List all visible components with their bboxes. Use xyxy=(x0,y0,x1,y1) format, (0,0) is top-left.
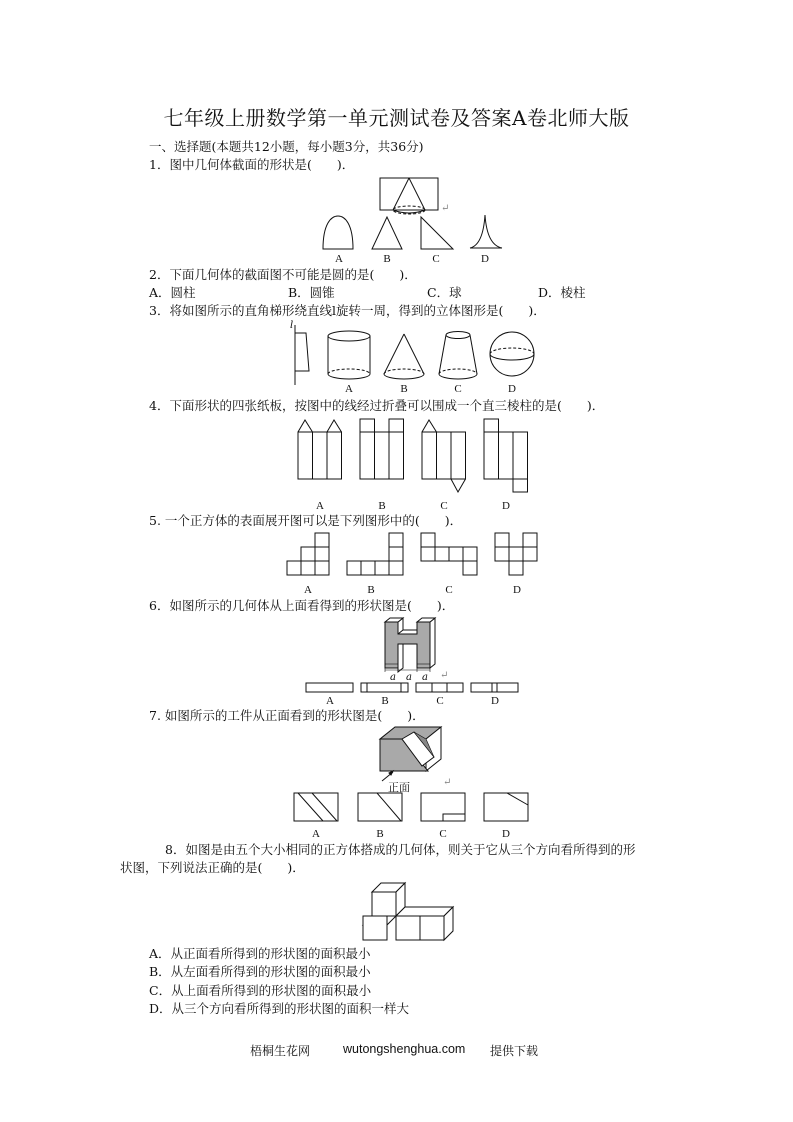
section-heading: 一、选择题(本题共12小题，每小题3分，共36分) xyxy=(149,139,424,154)
question-1-text: 1．图中几何体截面的形状是( )． xyxy=(149,157,355,172)
q7-option-c-view xyxy=(420,792,466,822)
q7-label-b: B xyxy=(376,828,384,840)
q4-label-c: C xyxy=(440,500,448,512)
q6-h-solid-figure xyxy=(383,618,443,676)
q4-option-c-net xyxy=(421,416,467,496)
q4-label-a: A xyxy=(316,500,324,512)
q2-option-a: A．圆柱 xyxy=(149,285,196,300)
q3-option-c-frustum xyxy=(437,330,479,382)
q6-option-c-view xyxy=(415,682,465,694)
question-2-text: 2．下面几何体的截面图不可能是圆的是( )． xyxy=(149,267,417,282)
q7-option-b-view xyxy=(357,792,403,822)
q3-trapezoid-figure xyxy=(292,325,316,387)
q8-option-a: A．从正面看所得到的形状图的面积最小 xyxy=(149,946,371,961)
q1-label-c: C xyxy=(432,253,440,265)
q7-option-d-view xyxy=(483,792,529,822)
q4-label-b: B xyxy=(378,500,386,512)
q7-front-label: 正面 xyxy=(388,781,410,794)
q8-cubes-figure xyxy=(362,878,458,940)
q7-label-a: A xyxy=(312,828,320,840)
question-8-text-line1: 8．如图是由五个大小相同的正方体搭成的几何体，则关于它从三个方向看所得到的形 xyxy=(165,842,636,857)
q6-dim-a2: a xyxy=(406,672,412,683)
q1-option-b-shape xyxy=(370,215,404,250)
question-6-text: 6．如图所示的几何体从上面看得到的形状图是( )． xyxy=(149,598,455,613)
q1-label-d: D xyxy=(481,253,489,265)
return-mark: ↵ xyxy=(440,670,449,681)
question-8-text-line2: 状图，下列说法正确的是( )． xyxy=(120,860,305,875)
q6-label-d: D xyxy=(491,695,499,707)
q5-option-c-net xyxy=(420,532,479,577)
q4-option-d-net xyxy=(483,416,529,496)
q3-option-a-cylinder xyxy=(326,330,372,382)
footer-site-name: 梧桐生花网 xyxy=(250,1044,311,1058)
return-mark: ↵ xyxy=(441,203,450,214)
q3-label-d: D xyxy=(508,383,516,395)
footer-note: 提供下载 xyxy=(490,1044,539,1058)
page-title: 七年级上册数学第一单元测试卷及答案A卷北师大版 xyxy=(163,106,630,130)
q5-option-a-net xyxy=(286,532,331,577)
q6-option-d-view xyxy=(470,682,520,694)
q8-option-b: B．从左面看所得到的形状图的面积最小 xyxy=(149,964,371,979)
question-3-text: 3．将如图所示的直角梯形绕直线l旋转一周，得到的立体图形是( )． xyxy=(149,303,546,318)
q3-option-d-sphere xyxy=(489,331,535,379)
q3-axis-label: l xyxy=(290,320,294,331)
q1-option-a-shape xyxy=(321,214,355,250)
q8-option-d: D．从三个方向看所得到的形状图的面积一样大 xyxy=(149,1001,410,1016)
q7-label-d: D xyxy=(502,828,510,840)
q6-label-c: C xyxy=(436,695,444,707)
q7-option-a-view xyxy=(293,792,339,822)
q1-label-b: B xyxy=(383,253,391,265)
q5-label-a: A xyxy=(304,584,312,596)
q1-option-d-shape xyxy=(468,213,504,250)
q3-label-a: A xyxy=(345,383,353,395)
q3-label-c: C xyxy=(454,383,462,395)
question-7-text: 7. 如图所示的工件从正面看到的形状图是( )． xyxy=(149,708,425,723)
q7-workpiece-figure xyxy=(378,726,446,776)
return-mark: ↵ xyxy=(443,777,452,788)
q6-dim-a1: a xyxy=(390,672,396,683)
q6-label-b: B xyxy=(381,695,389,707)
q3-label-b: B xyxy=(400,383,408,395)
q5-option-b-net xyxy=(346,532,405,577)
q4-option-b-net xyxy=(359,416,405,482)
question-4-text: 4．下面形状的四张纸板，按图中的线经过折叠可以围成一个直三棱柱的是( )． xyxy=(149,398,605,413)
q5-label-b: B xyxy=(367,584,375,596)
q2-option-b: B．圆锥 xyxy=(288,285,335,300)
q1-label-a: A xyxy=(335,253,343,265)
q8-option-c: C．从上面看所得到的形状图的面积最小 xyxy=(149,983,372,998)
q5-label-d: D xyxy=(513,584,521,596)
q2-option-d: D．棱柱 xyxy=(538,285,586,300)
q1-cone-figure xyxy=(378,176,440,214)
footer-url-link[interactable]: wutongshenghua.com xyxy=(343,1042,466,1056)
q5-label-c: C xyxy=(445,584,453,596)
q7-label-c: C xyxy=(439,828,447,840)
q3-option-b-cone xyxy=(382,332,426,382)
q4-option-a-net xyxy=(297,416,343,482)
q6-option-a-view xyxy=(305,682,355,694)
q5-option-d-net xyxy=(494,532,539,577)
q6-label-a: A xyxy=(326,695,334,707)
q6-dim-a3: a xyxy=(422,672,428,683)
q1-option-c-shape xyxy=(419,215,455,250)
question-5-text: 5. 一个正方体的表面展开图可以是下列图形中的( )． xyxy=(149,513,463,528)
q2-option-c: C．球 xyxy=(427,285,462,300)
q6-option-b-view xyxy=(360,682,410,694)
q4-label-d: D xyxy=(502,500,510,512)
